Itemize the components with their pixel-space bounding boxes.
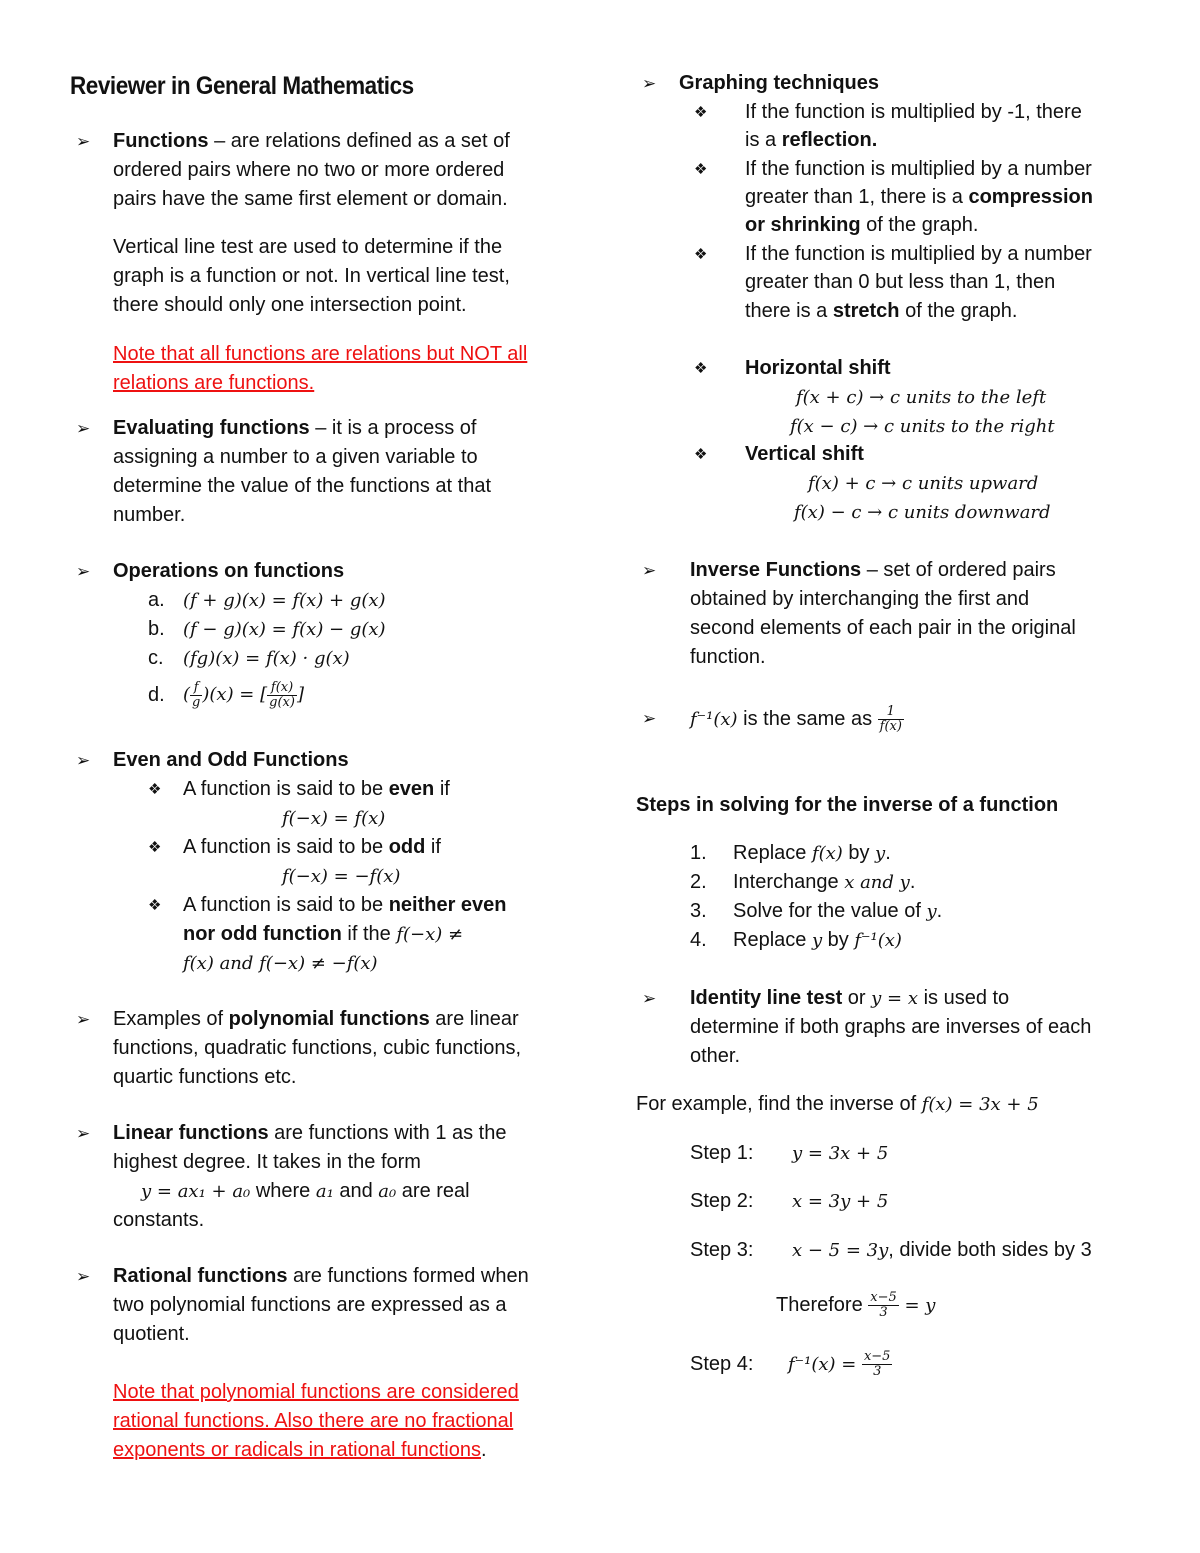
arrow-bullet-icon: ➢	[76, 1124, 91, 1143]
note-rational: Note that polynomial functions are considered	[113, 1381, 519, 1403]
note-relations: Note that all functions are relations but NOT all	[113, 343, 528, 365]
example: For example, find the inverse of f(x) = 3x + 5 Step 1: y = 3x + 5 Step 2: x = 3y + 5 Step 3: x − 5 = 3y, divide both sides by 3 Therefore $\frac{x-5}{3}$ = y Step 4: f⁻¹(x) = $\frac{x-5}{3}$	[636, 1093, 1092, 1380]
diamond-bullet-icon: ❖	[148, 839, 162, 856]
arrow-bullet-icon: ➢	[76, 419, 91, 438]
arrow-bullet-icon: ➢	[76, 1267, 91, 1286]
arrow-bullet-icon: ➢	[642, 74, 657, 93]
arrow-bullet-icon: ➢	[76, 751, 91, 770]
diamond-bullet-icon: ❖	[694, 104, 708, 121]
page-title: Reviewer in General Mathematics	[70, 72, 414, 100]
diamond-bullet-icon: ❖	[694, 161, 708, 178]
diamond-bullet-icon: ❖	[694, 446, 708, 463]
list-item: 3.	[690, 900, 707, 922]
arrow-bullet-icon: ➢	[642, 989, 657, 1008]
steps-heading: Steps in solving for the inverse of a function	[636, 794, 1059, 816]
arrow-bullet-icon: ➢	[76, 1010, 91, 1029]
diamond-bullet-icon: ❖	[148, 781, 162, 798]
arrow-bullet-icon: ➢	[76, 132, 91, 151]
diamond-bullet-icon: ❖	[694, 360, 708, 377]
list-item: 1.	[690, 842, 707, 864]
list-item: 4.	[690, 929, 707, 951]
arrow-bullet-icon: ➢	[642, 561, 657, 580]
arrow-bullet-icon: ➢	[76, 562, 91, 581]
quotient-formula: ( $\frac{f}{g}$ )(x) = [ $\frac{f(x)}{g(x)}$ ]	[183, 679, 304, 710]
diamond-bullet-icon: ❖	[148, 897, 162, 914]
list-item: 2.	[690, 871, 707, 893]
arrow-bullet-icon: ➢	[642, 709, 657, 728]
diamond-bullet-icon: ❖	[694, 246, 708, 263]
